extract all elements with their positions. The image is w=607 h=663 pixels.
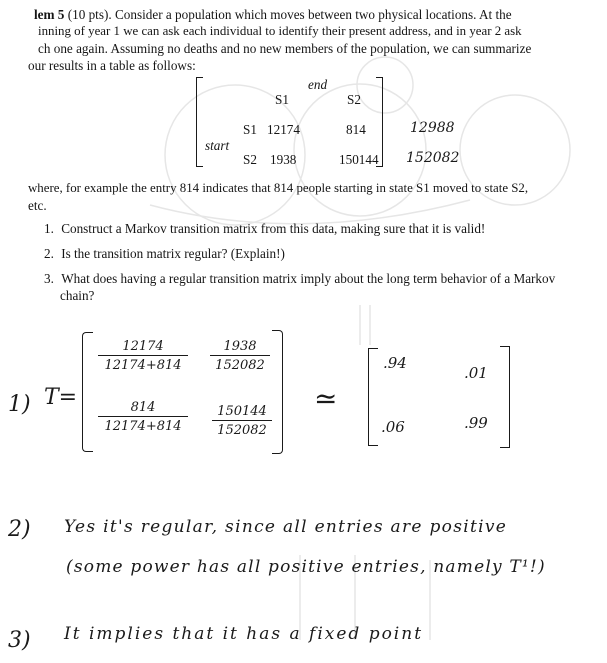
question-2 xyxy=(44,245,604,270)
fraction-t21 xyxy=(98,400,188,434)
question-list xyxy=(44,220,604,304)
problem-line-1 xyxy=(34,6,594,23)
fraction-denominator: 152082 xyxy=(217,423,267,438)
question-number: 3. xyxy=(44,271,54,286)
table-row-header-s2: S2 xyxy=(243,152,257,167)
after-table-text xyxy=(28,180,598,214)
table-left-bracket xyxy=(196,77,203,167)
table-start-label: start xyxy=(205,138,230,153)
fraction-numerator: 12174 xyxy=(98,339,188,356)
decimal-t21: .06 xyxy=(381,418,405,436)
decimal-t11: .94 xyxy=(383,354,407,372)
intro-line-3: our results in a table as follows: xyxy=(28,58,196,73)
question-text: What does having a regular transition matrix imply about the long term behavior of a Markov xyxy=(61,271,556,286)
answer-3-label: 3) xyxy=(8,628,31,653)
fraction-matrix-left-bracket xyxy=(82,332,93,452)
question-number: 1. xyxy=(44,221,54,236)
problem-points: (10 pts). xyxy=(67,7,112,22)
table-cell-s1-s1: 12174 xyxy=(267,122,300,137)
table-cell-s1-s2: 814 xyxy=(346,122,366,137)
answer-2-label: 2) xyxy=(8,517,31,542)
fraction-denominator: 152082 xyxy=(215,358,265,373)
after-table-line-1: etc. xyxy=(28,198,47,213)
fraction-denominator: 12174+814 xyxy=(104,419,182,434)
fraction-matrix-right-bracket xyxy=(272,330,283,454)
question-3-continued: chain? xyxy=(60,288,95,303)
question-1 xyxy=(44,220,604,245)
intro-line-2: ch one again. Assuming no deaths and no new members of the population, we can summarize xyxy=(38,41,532,56)
table-end-label: end xyxy=(308,77,328,92)
row-sum-s1: 12988 xyxy=(410,120,455,136)
table-cell-s2-s1: 1938 xyxy=(270,152,297,167)
table-cell-s2-s2: 150144 xyxy=(339,152,379,167)
row-sum-s2: 152082 xyxy=(406,150,460,166)
decimal-t22: .99 xyxy=(464,414,488,432)
table-col-header-s2: S2 xyxy=(347,92,361,107)
decimal-matrix-left-bracket xyxy=(368,348,378,446)
fraction-numerator: 150144 xyxy=(212,404,272,421)
fraction-t12 xyxy=(210,339,270,373)
table-row-header-s1: S1 xyxy=(243,122,257,137)
question-3 xyxy=(44,270,604,287)
intro-line-0: Consider a population which moves between two physical locations. At the xyxy=(114,7,512,22)
answer-2-line-1: Yes it's regular, since all entries are positive xyxy=(64,517,508,537)
problem-intro xyxy=(28,6,594,74)
answer-3-line: It implies that it has a fixed point xyxy=(64,624,424,644)
matrix-T-lhs: T= xyxy=(44,385,78,410)
table-col-header-s1: S1 xyxy=(275,92,289,107)
question-number: 2. xyxy=(44,246,54,261)
answer-2-line-2: (some power has all positive entries, namely T¹!) xyxy=(66,557,546,577)
answer-1-label: 1) xyxy=(8,392,31,417)
decimal-matrix-right-bracket xyxy=(500,346,510,448)
fraction-t11 xyxy=(98,339,188,373)
decimal-t12: .01 xyxy=(464,364,488,382)
question-text: Is the transition matrix regular? (Explain!) xyxy=(61,246,285,261)
after-table-line-0: where, for example the entry 814 indicates that 814 people starting in state S1 moved to state S2, xyxy=(28,181,529,195)
fraction-numerator: 1938 xyxy=(210,339,270,356)
approx-symbol: ≃ xyxy=(314,382,338,415)
fraction-t22 xyxy=(212,404,272,438)
question-text: Construct a Markov transition matrix from this data, making sure that it is valid! xyxy=(61,221,486,236)
intro-line-1: inning of year 1 we can ask each individual to identify their present address, and in year 2 ask xyxy=(38,24,522,38)
problem-heading: lem 5 xyxy=(34,7,65,22)
fraction-numerator: 814 xyxy=(98,400,188,417)
fraction-denominator: 12174+814 xyxy=(104,358,182,373)
